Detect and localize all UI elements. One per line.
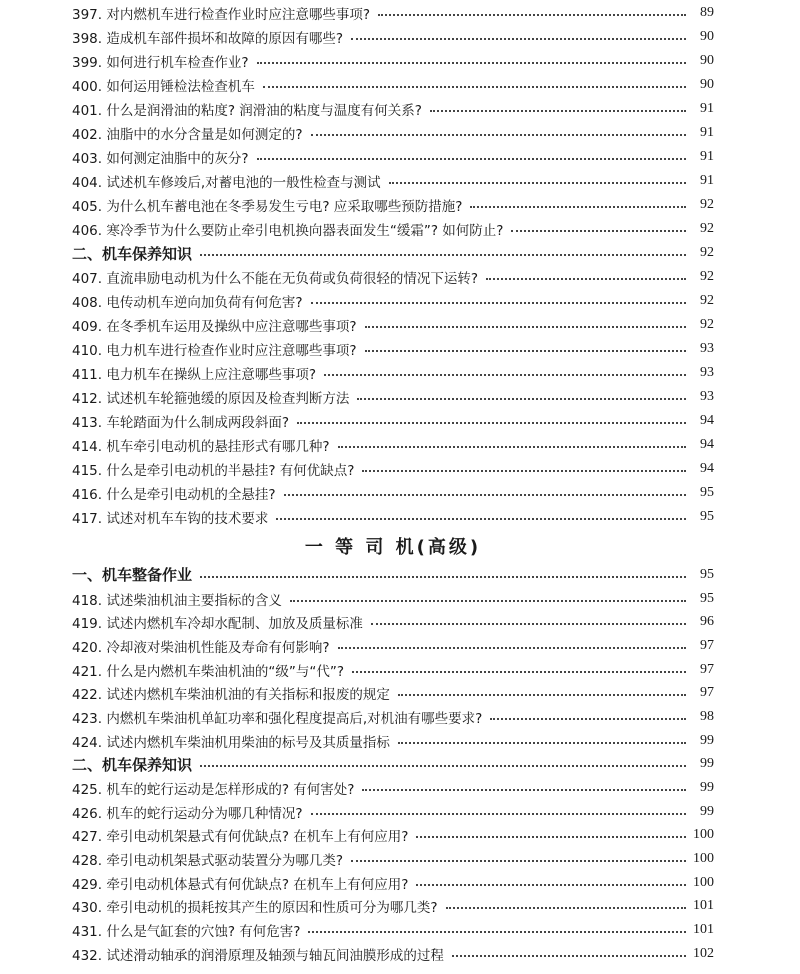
entry-title: 411. 电力机车在操纵上应注意哪些事项?: [72, 367, 317, 383]
dot-leader: [297, 422, 686, 424]
toc-entry[interactable]: [72, 385, 714, 409]
page-number: 92: [700, 197, 714, 212]
page-number: 95: [700, 509, 714, 524]
page-number: 97: [700, 661, 714, 677]
toc-entry[interactable]: [72, 776, 714, 800]
toc-block-2: [72, 563, 714, 966]
page-number: 100: [693, 827, 714, 843]
toc-entry[interactable]: [72, 918, 714, 942]
entry-title: 397. 对内燃机车进行检查作业时应注意哪些事项?: [72, 7, 371, 23]
entry-title: 408. 电传动机车逆向加负荷有何危害?: [72, 295, 303, 311]
entry-title: 429. 牵引电动机体悬式有何优缺点? 在机车上有何应用?: [72, 876, 409, 893]
dot-leader: [362, 470, 686, 472]
entry-title: 415. 什么是牵引电动机的半悬挂? 有何优缺点?: [72, 463, 355, 479]
chapter-title: 一 等 司 机(高级): [304, 537, 482, 558]
dot-leader: [200, 765, 686, 767]
page-number: 99: [700, 780, 714, 796]
dot-leader: [276, 518, 686, 520]
dot-leader: [351, 860, 686, 862]
entry-title: 409. 在冬季机车运用及操纵中应注意哪些事项?: [72, 319, 357, 335]
dot-leader: [430, 110, 686, 112]
entry-title: 421. 什么是内燃机车柴油机油的“级”与“代”?: [72, 663, 344, 680]
dot-leader: [357, 398, 686, 400]
dot-leader: [257, 158, 686, 160]
dot-leader: [338, 647, 686, 649]
toc-entry[interactable]: [72, 634, 714, 658]
dot-leader: [257, 62, 686, 64]
page-number: 90: [700, 29, 714, 44]
toc-entry[interactable]: [72, 800, 714, 824]
toc-entry[interactable]: [72, 73, 714, 97]
entry-title: 432. 试述滑动轴承的润滑原理及轴颈与轴瓦间油膜形成的过程: [72, 947, 444, 964]
toc-entry[interactable]: [72, 289, 714, 313]
entry-title: 400. 如何运用锤检法检查机车: [72, 79, 255, 95]
toc-entry[interactable]: [72, 121, 714, 145]
dot-leader: [452, 955, 686, 957]
dot-leader: [416, 884, 686, 886]
dot-leader: [362, 789, 686, 791]
entry-title: 423. 内燃机车柴油机单缸功率和强化程度提高后,对机油有哪些要求?: [72, 710, 483, 727]
entry-title: 二、机车保养知识: [72, 755, 193, 774]
dot-leader: [308, 931, 686, 933]
page-number: 101: [693, 922, 714, 938]
entry-title: 428. 牵引电动机架悬式驱动装置分为哪几类?: [72, 853, 344, 870]
page-number: 100: [693, 851, 714, 867]
page-number: 91: [700, 173, 714, 188]
page-number: 90: [700, 77, 714, 92]
entry-title: 431. 什么是气缸套的穴蚀? 有何危害?: [72, 924, 301, 941]
toc-entry[interactable]: [72, 681, 714, 705]
dot-leader: [311, 134, 686, 136]
toc-entry[interactable]: [72, 729, 714, 753]
page-number: 98: [700, 708, 714, 724]
toc-entry[interactable]: [72, 895, 714, 919]
page-number: 90: [700, 53, 714, 68]
dot-leader: [351, 38, 686, 40]
entry-title: 410. 电力机车进行检查作业时应注意哪些事项?: [72, 343, 357, 359]
dot-leader: [446, 907, 686, 909]
toc-section-heading[interactable]: [72, 753, 714, 777]
entry-title: 399. 如何进行机车检查作业?: [72, 55, 249, 71]
entry-title: 404. 试述机车修竣后,对蓄电池的一般性检查与测试: [72, 175, 381, 191]
dot-leader: [338, 446, 686, 448]
toc-entry[interactable]: [72, 658, 714, 682]
entry-title: 417. 试述对机车车钩的技术要求: [72, 511, 269, 527]
entry-title: 402. 油脂中的水分含量是如何测定的?: [72, 127, 303, 143]
dot-leader: [311, 302, 686, 304]
table-of-contents: [72, 1, 714, 966]
dot-leader: [290, 600, 686, 602]
page-number: 92: [700, 269, 714, 284]
dot-leader: [389, 182, 686, 184]
page-number: 99: [700, 732, 714, 748]
page-number: 97: [700, 685, 714, 701]
page-number: 94: [700, 437, 714, 452]
toc-section-heading[interactable]: [72, 563, 714, 587]
page-number: 97: [700, 637, 714, 653]
entry-title: 425. 机车的蛇行运动是怎样形成的? 有何害处?: [72, 782, 355, 799]
page-number: 95: [700, 590, 714, 606]
entry-title: 418. 试述柴油机油主要指标的含义: [72, 592, 282, 609]
toc-entry[interactable]: [72, 587, 714, 611]
toc-entry[interactable]: [72, 337, 714, 361]
toc-entry[interactable]: [72, 457, 714, 481]
toc-section-heading[interactable]: [72, 241, 714, 265]
dot-leader: [263, 86, 686, 88]
toc-entry[interactable]: [72, 847, 714, 871]
entry-title: 413. 车轮踏面为什么制成两段斜面?: [72, 415, 290, 431]
page-number: 93: [700, 341, 714, 356]
page-number: 94: [700, 413, 714, 428]
toc-entry[interactable]: [72, 409, 714, 433]
page-number: 92: [700, 293, 714, 308]
page-number: 96: [700, 614, 714, 630]
dot-leader: [200, 576, 686, 578]
entry-title: 二、机车保养知识: [72, 244, 193, 263]
dot-leader: [511, 230, 686, 232]
entry-title: 412. 试述机车轮箍弛缓的原因及检查判断方法: [72, 391, 350, 407]
page-number: 95: [700, 485, 714, 500]
dot-leader: [311, 813, 686, 815]
entry-title: 401. 什么是润滑油的粘度? 润滑油的粘度与温度有何关系?: [72, 103, 422, 119]
page-number: 99: [700, 803, 714, 819]
entry-title: 430. 牵引电动机的损耗按其产生的原因和性质可分为哪几类?: [72, 900, 438, 917]
toc-entry[interactable]: [72, 265, 714, 289]
page-number: 92: [700, 245, 714, 260]
dot-leader: [378, 14, 686, 16]
dot-leader: [200, 254, 686, 256]
page-number: 89: [700, 5, 714, 20]
dot-leader: [486, 278, 686, 280]
toc-entry[interactable]: [72, 1, 714, 25]
toc-entry[interactable]: [72, 49, 714, 73]
entry-title: 416. 什么是牵引电动机的全悬挂?: [72, 487, 276, 503]
entry-title: 426. 机车的蛇行运动分为哪几种情况?: [72, 805, 303, 822]
toc-entry[interactable]: [72, 610, 714, 634]
entry-title: 403. 如何测定油脂中的灰分?: [72, 151, 249, 167]
page-number: 94: [700, 461, 714, 476]
dot-leader: [365, 350, 686, 352]
entry-title: 420. 冷却液对柴油机性能及寿命有何影响?: [72, 639, 330, 656]
page-number: 91: [700, 101, 714, 116]
dot-leader: [398, 742, 686, 744]
dot-leader: [470, 206, 686, 208]
entry-title: 419. 试述内燃机车冷却水配制、加放及质量标准: [72, 616, 363, 633]
page-number: 92: [700, 317, 714, 332]
toc-entry[interactable]: [72, 193, 714, 217]
page-number: 100: [693, 874, 714, 890]
toc-entry[interactable]: [72, 97, 714, 121]
page-number: 93: [700, 389, 714, 404]
toc-entry[interactable]: [72, 481, 714, 505]
page-number: 99: [700, 756, 714, 772]
page-number: 93: [700, 365, 714, 380]
toc-entry[interactable]: [72, 705, 714, 729]
page-number: 91: [700, 149, 714, 164]
dot-leader: [490, 718, 686, 720]
page-number: 92: [700, 221, 714, 236]
entry-title: 398. 造成机车部件损坏和故障的原因有哪些?: [72, 31, 344, 47]
entry-title: 424. 试述内燃机车柴油机用柴油的标号及其质量指标: [72, 734, 390, 751]
dot-leader: [416, 836, 686, 838]
dot-leader: [365, 326, 686, 328]
page-number: 95: [700, 566, 714, 582]
toc-entry[interactable]: [72, 361, 714, 385]
toc-entry[interactable]: [72, 169, 714, 193]
page-number: 91: [700, 125, 714, 140]
dot-leader: [398, 694, 686, 696]
toc-entry[interactable]: [72, 505, 714, 529]
entry-title: 一、机车整备作业: [72, 566, 193, 585]
dot-leader: [324, 374, 686, 376]
page-number: 102: [693, 945, 714, 961]
dot-leader: [352, 671, 686, 673]
toc-entry[interactable]: [72, 433, 714, 457]
entry-title: 422. 试述内燃机车柴油机油的有关指标和报废的规定: [72, 687, 390, 704]
toc-entry[interactable]: [72, 145, 714, 169]
entry-title: 407. 直流串励电动机为什么不能在无负荷或负荷很轻的情况下运转?: [72, 271, 479, 287]
dot-leader: [371, 623, 686, 625]
entry-title: 406. 寒冷季节为什么要防止牵引电机换向器表面发生“缓霜”? 如何防止?: [72, 223, 504, 239]
toc-entry[interactable]: [72, 824, 714, 848]
toc-entry[interactable]: [72, 313, 714, 337]
toc-block-1: [72, 1, 714, 529]
toc-entry[interactable]: [72, 25, 714, 49]
entry-title: 427. 牵引电动机架悬式有何优缺点? 在机车上有何应用?: [72, 829, 409, 846]
toc-entry[interactable]: [72, 217, 714, 241]
page-number: 101: [693, 898, 714, 914]
entry-title: 414. 机车牵引电动机的悬挂形式有哪几种?: [72, 439, 330, 455]
entry-title: 405. 为什么机车蓄电池在冬季易发生亏电? 应采取哪些预防措施?: [72, 199, 463, 215]
toc-entry[interactable]: [72, 942, 714, 966]
toc-entry[interactable]: [72, 871, 714, 895]
dot-leader: [284, 494, 686, 496]
